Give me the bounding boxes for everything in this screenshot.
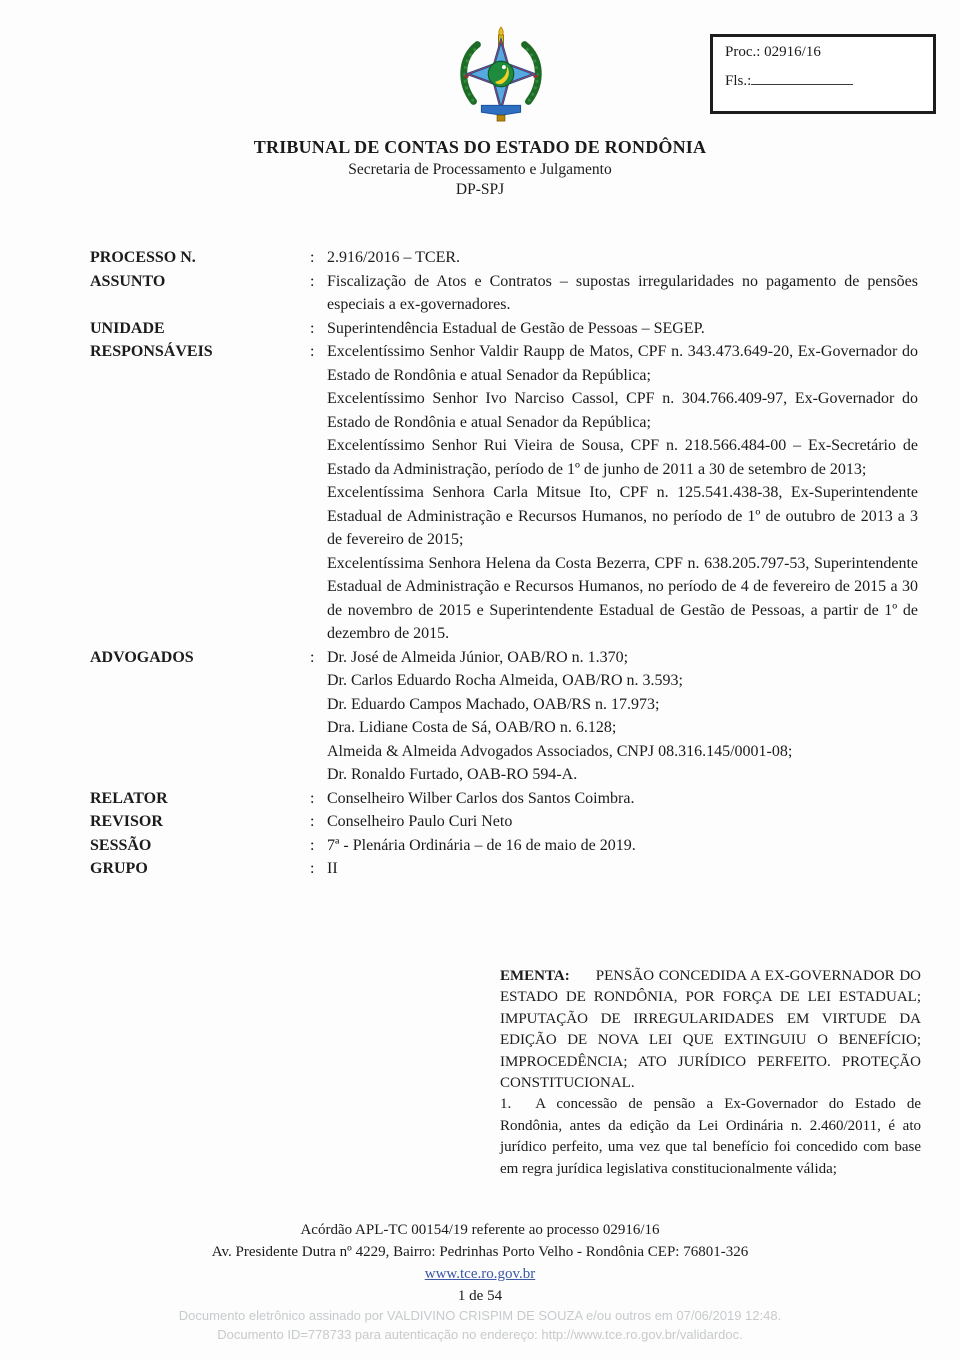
field-label: GRUPO [90,860,148,877]
advogado-paragraph: Dr. Carlos Eduardo Rocha Almeida, OAB/RO n. 3.593; [327,672,683,689]
field-row-unidade [90,317,918,341]
field-colon: : [310,836,315,854]
page-footer [0,1219,960,1307]
advogado-paragraph: Dra. Lidiane Costa de Sá, OAB/RO n. 6.128; [327,719,617,736]
field-row-relator [90,787,918,811]
secretariat-subtitle: Secretaria de Processamento e Julgamento [348,160,612,178]
advogado-paragraph: Dr. José de Almeida Júnior, OAB/RO n. 1.370; [327,648,629,666]
advogado-paragraph: Dr. Ronaldo Furtado, OAB-RO 594-A. [327,766,578,783]
acordao-reference: Acórdão APL-TC 00154/19 referente ao processo 02916/16 [300,1222,660,1238]
validation-line: Documento ID=778733 para autenticação no endereço: http://www.tce.ro.gov.br/validardoc. [217,1327,743,1342]
field-row-processo [90,246,918,270]
rondonia-coat-of-arms-icon [452,24,550,124]
field-colon: : [310,789,315,807]
field-value: Conselheiro Wilber Carlos dos Santos Coimbra. [327,789,635,807]
field-value: 2.916/2016 – TCER. [327,249,461,266]
ementa-item-number: 1. [500,1096,512,1113]
field-colon: : [310,813,315,830]
fls-blank-line [751,71,853,85]
page-number: 1 de 54 [457,1288,503,1304]
responsavel-paragraph: Excelentíssimo Senhor Rui Vieira de Sousa, CPF n. 218.566.484-00 – Ex-Secretário de Estado da Administração, período de 1º de junho de 2011 a 30 de setembro de 2013; [327,437,918,478]
field-value: 7ª - Plenária Ordinária – de 16 de maio de 2019. [327,836,636,854]
field-row-responsaveis [90,340,918,646]
responsavel-paragraph: Excelentíssimo Senhor Ivo Narciso Cassol, CPF n. 304.766.409-97, Ex-Governador do Estado de Rondônia e atual Senador da República; [327,390,918,431]
advogado-paragraph: Dr. Eduardo Campos Machado, OAB/RS n. 17.973; [327,695,660,713]
fls-line [725,71,921,90]
field-label: RESPONSÁVEIS [90,343,213,360]
field-row-revisor [90,810,918,834]
responsavel-paragraph: Excelentíssima Senhora Carla Mitsue Ito, CPF n. 125.541.438-38, Ex-Superintendente Estadual de Administração e Recursos Humanos, no período de 1º de outubro de 2013 a 3 de fevereiro de 2015; [327,484,918,548]
field-colon: : [310,343,315,360]
field-row-advogados [90,646,918,787]
field-row-assunto [90,270,918,317]
field-label: SESSÃO [90,836,152,854]
field-value [327,646,918,787]
field-value: Fiscalização de Atos e Contratos – supostas irregularidades no pagamento de pensões especiais a ex-governadores. [327,272,918,313]
document-header [0,136,960,201]
field-row-grupo [90,857,918,881]
ementa-block [500,966,921,1180]
field-colon: : [310,272,315,290]
field-value: II [327,860,338,877]
field-colon: : [310,648,315,666]
field-value [327,340,918,646]
address-line: Av. Presidente Dutra nº 4229, Bairro: Pedrinhas Porto Velho - Rondônia CEP: 76801-326 [211,1244,749,1260]
field-label: REVISOR [90,813,163,830]
field-value: Superintendência Estadual de Gestão de Pessoas – SEGEP. [327,319,705,337]
field-label: ADVOGADOS [90,648,194,666]
field-colon: : [310,860,315,877]
fls-label: Fls.: [725,73,752,89]
digital-signature-watermark [0,1306,960,1344]
field-colon: : [310,249,315,266]
field-label: ASSUNTO [90,272,166,290]
process-number-box [710,34,936,114]
field-label: UNIDADE [90,319,165,337]
ementa-caps-text: PENSÃO CONCEDIDA A EX-GOVERNADOR DO ESTADO DE RONDÔNIA, POR FORÇA DE LEI ESTADUAL; IMPUTAÇÃO DE IRREGULARIDADES EM VIRTUDE DA EDIÇÃO DE NOVA LEI QUE EXTINGUIU O BENEFÍCIO; IMPROCEDÊNCIA; ATO JURÍDICO PERFEITO. PROTEÇÃO CONSTITUCIONAL. [500,968,921,1092]
ementa-item-text: A concessão de pensão a Ex-Governador do Estado de Rondônia, antes da edição da Lei Ordinária n. 2.460/2011, é ato jurídico perfeito, uma vez que tal benefício foi concedido com base em regra jurídica legislativa constitucionalmente válida; [500,1096,921,1177]
ementa-heading: EMENTA: [500,968,570,984]
advogado-paragraph: Almeida & Almeida Advogados Associados, CNPJ 08.316.145/0001-08; [327,742,793,760]
field-row-sessao [90,834,918,858]
field-value: Conselheiro Paulo Curi Neto [327,813,513,830]
department-code: DP-SPJ [455,181,505,199]
process-number: Proc.: 02916/16 [725,44,821,60]
ementa-item [500,1094,921,1180]
institution-title: TRIBUNAL DE CONTAS DO ESTADO DE RONDÔNIA [253,137,707,157]
responsavel-paragraph: Excelentíssima Senhora Helena da Costa Bezerra, CPF n. 638.205.797-53, Superintendente Estadual de Administração e Recursos Humanos, no período de 4 de fevereiro de 2015 a 30 de novembro de 2015 e Superintendente Estadual de Gestão de Pessoas, a partir de 1º de dezembro de 2015. [327,554,918,642]
ementa-caps [500,966,921,1094]
case-fields [90,246,918,881]
responsavel-paragraph: Excelentíssimo Senhor Valdir Raupp de Matos, CPF n. 343.473.649-20, Ex-Governador do Estado de Rondônia e atual Senador da República; [327,343,918,384]
tce-website-link[interactable]: www.tce.ro.gov.br [424,1266,536,1282]
field-label: RELATOR [90,789,168,807]
signature-line: Documento eletrônico assinado por VALDIVINO CRISPIM DE SOUZA e/ou outros em 07/06/2019 12:48. [178,1308,782,1323]
field-colon: : [310,319,315,337]
field-label: PROCESSO N. [90,249,196,266]
